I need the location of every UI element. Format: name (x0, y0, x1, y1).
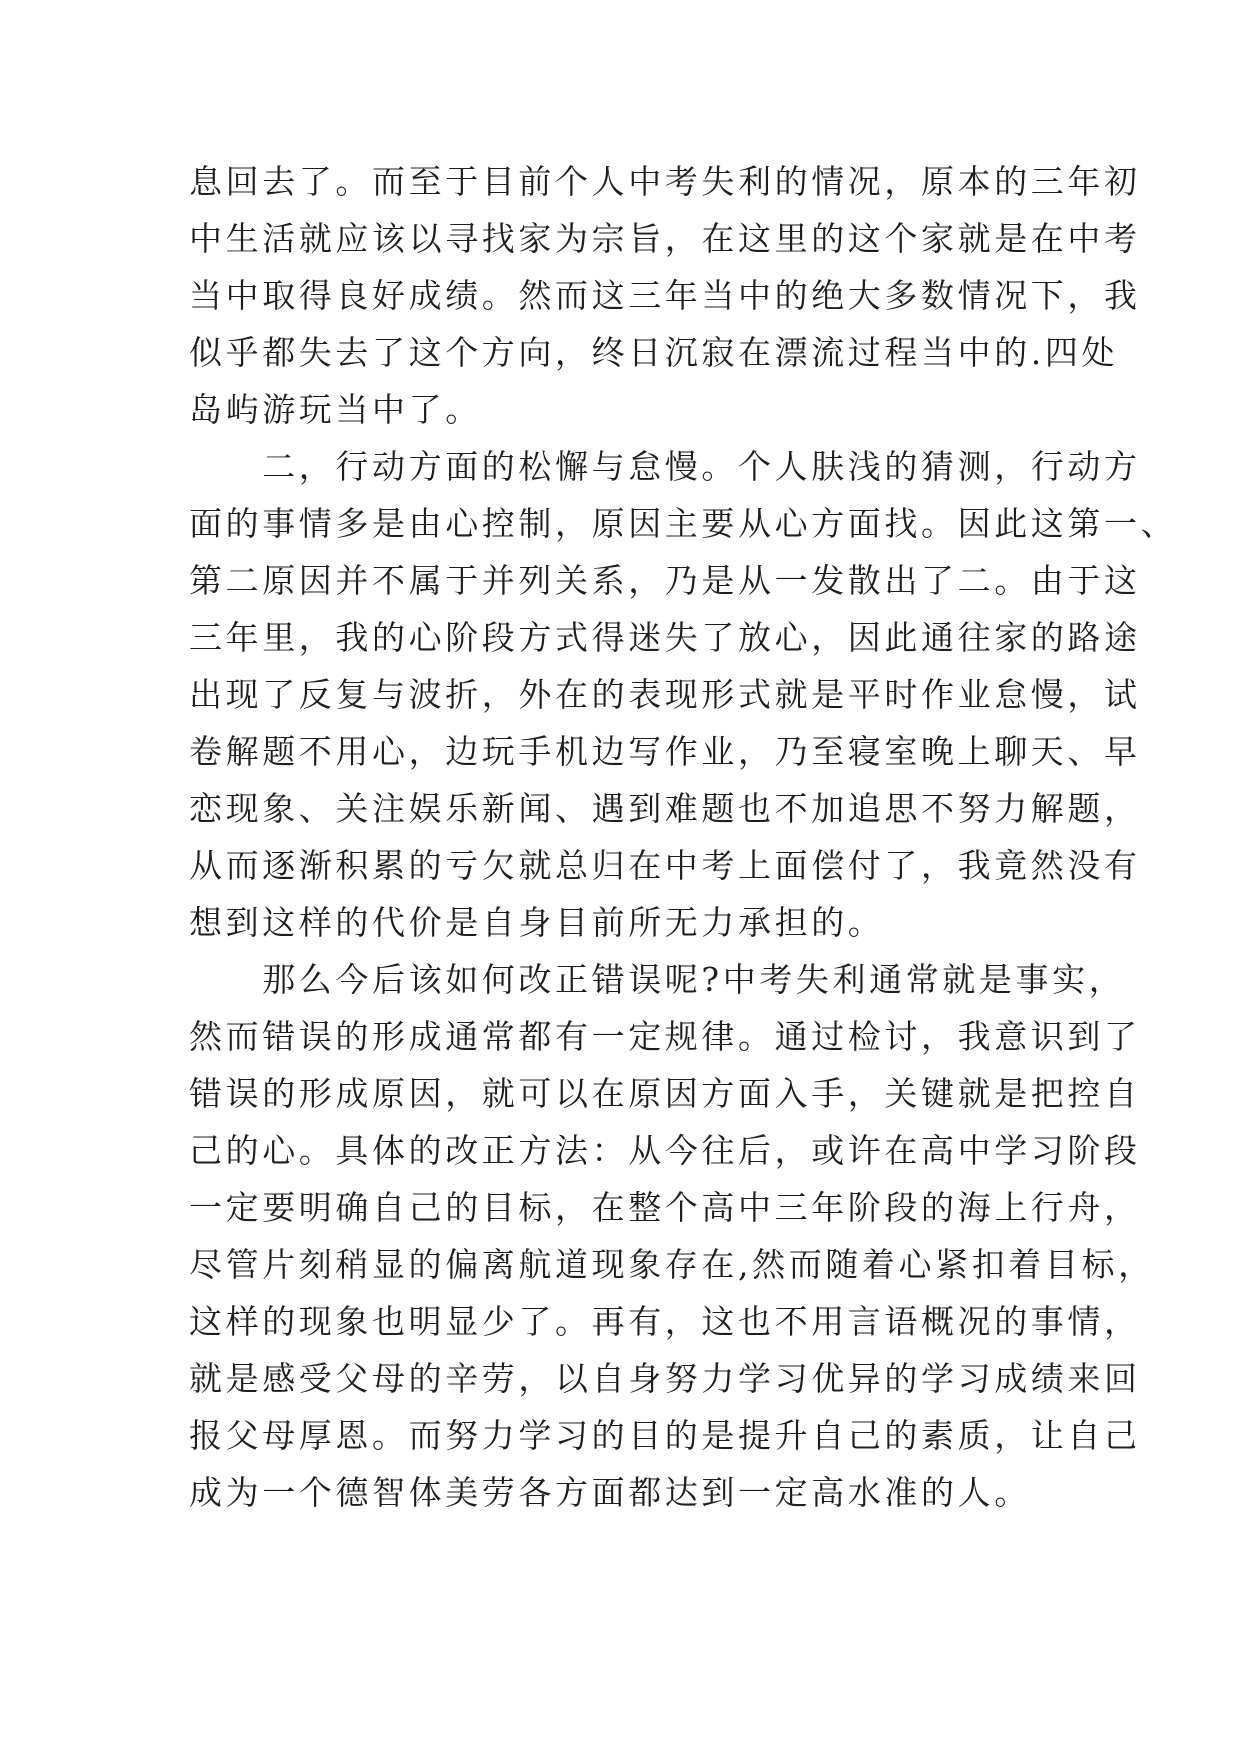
document-body (189, 153, 1178, 1521)
text-line: 三年里，我的心阶段方式得迷失了放心，因此通往家的路途 (189, 618, 1141, 657)
text-line: 出现了反复与波折，外在的表现形式就是平时作业怠慢，试 (189, 675, 1141, 714)
text-line: 一定要明确自己的目标，在整个高中三年阶段的海上行舟， (189, 1188, 1141, 1227)
text-line: 从而逐渐积累的亏欠就总归在中考上面偿付了，我竟然没有 (189, 846, 1141, 885)
paragraph-1 (189, 153, 1141, 438)
text-line: 中生活就应该以寻找家为宗旨，在这里的这个家就是在中考 (189, 219, 1141, 258)
text-line: 第二原因并不属于并列关系，乃是从一发散出了二。由于这 (189, 561, 1141, 600)
text-line: 当中取得良好成绩。然而这三年当中的绝大多数情况下，我 (189, 276, 1141, 315)
text-line: 然而错误的形成通常都有一定规律。通过检讨，我意识到了 (189, 1017, 1141, 1056)
text-line: 那么今后该如何改正错误呢?中考失利通常就是事实， (189, 960, 1126, 999)
text-line: 想到这样的代价是自身目前所无力承担的。 (189, 903, 885, 942)
text-line: 恋现象、关注娱乐新闻、遇到难题也不加追思不努力解题， (189, 789, 1141, 828)
text-line: 岛屿游玩当中了。 (189, 390, 482, 429)
text-line: 尽管片刻稍显的偏离航道现象存在,然而随着心紧扣着目标， (189, 1245, 1155, 1284)
text-line: 就是感受父母的辛劳，以自身努力学习优异的学习成绩来回 (189, 1359, 1141, 1398)
text-line: 错误的形成原因，就可以在原因方面入手，关键就是把控自 (189, 1074, 1141, 1113)
paragraph-3 (189, 951, 1155, 1521)
text-line: 似乎都失去了这个方向，终日沉寂在漂流过程当中的.四处 (189, 333, 1119, 372)
text-line: 报父母厚恩。而努力学习的目的是提升自己的素质，让自己 (189, 1416, 1141, 1455)
text-line: 面的事情多是由心控制，原因主要从心方面找。因此这第一、 (189, 504, 1178, 543)
text-line: 息回去了。而至于目前个人中考失利的情况，原本的三年初 (189, 162, 1141, 201)
text-line: 二，行动方面的松懈与怠慢。个人肤浅的猜测，行动方 (189, 447, 1141, 486)
text-line: 己的心。具体的改正方法：从今往后，或许在高中学习阶段 (189, 1131, 1141, 1170)
paragraph-2 (189, 438, 1178, 951)
text-line: 成为一个德智体美劳各方面都达到一定高水准的人。 (189, 1473, 1031, 1512)
text-line: 卷解题不用心，边玩手机边写作业，乃至寝室晚上聊天、早 (189, 732, 1141, 771)
text-line: 这样的现象也明显少了。再有，这也不用言语概况的事情， (189, 1302, 1141, 1341)
